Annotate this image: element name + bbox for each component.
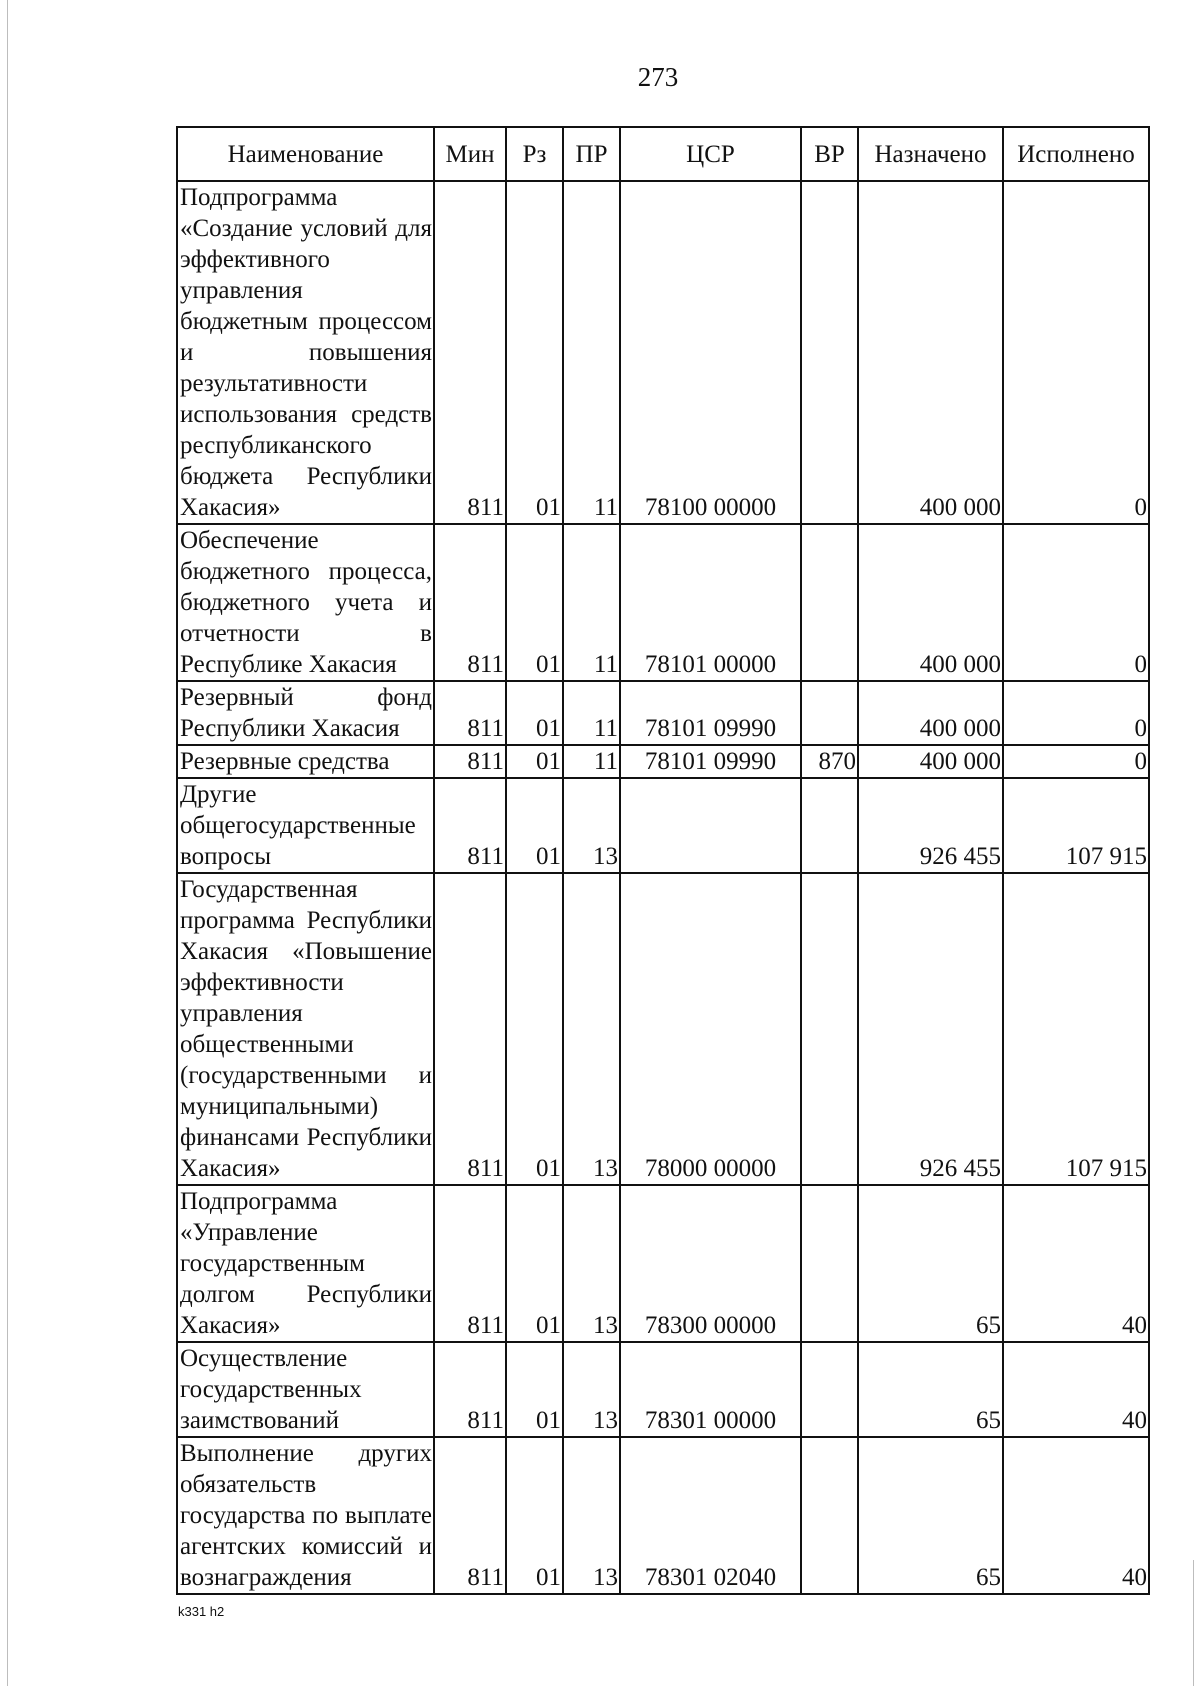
table-row (177, 778, 1149, 873)
cell-min: 811 (434, 778, 506, 873)
cell-name: Другие общегосударственные вопросы (177, 778, 434, 873)
cell-vr (801, 1342, 858, 1437)
cell-rz: 01 (506, 778, 563, 873)
cell-rz: 01 (506, 1437, 563, 1594)
cell-executed: 107 915 (1003, 778, 1149, 873)
cell-vr (801, 681, 858, 745)
cell-vr (801, 873, 858, 1185)
cell-rz: 01 (506, 524, 563, 681)
cell-pr: 11 (563, 181, 620, 524)
header-min: Мин (434, 127, 506, 181)
cell-csr: 78301 02040 (620, 1437, 801, 1594)
cell-rz: 01 (506, 1342, 563, 1437)
table-header-row (177, 127, 1149, 181)
cell-rz: 01 (506, 681, 563, 745)
cell-assigned: 65 (858, 1185, 1003, 1342)
cell-assigned: 65 (858, 1342, 1003, 1437)
header-pr: ПР (563, 127, 620, 181)
cell-csr: 78101 09990 (620, 681, 801, 745)
cell-vr (801, 778, 858, 873)
cell-rz: 01 (506, 745, 563, 778)
table-row (177, 1342, 1149, 1437)
cell-name: Подпрограмма «Управление государственным долгом Республики Хакасия» (177, 1185, 434, 1342)
cell-rz: 01 (506, 873, 563, 1185)
cell-min: 811 (434, 1185, 506, 1342)
cell-pr: 13 (563, 1185, 620, 1342)
cell-executed: 0 (1003, 745, 1149, 778)
cell-executed: 0 (1003, 524, 1149, 681)
header-csr: ЦСР (620, 127, 801, 181)
cell-assigned: 400 000 (858, 745, 1003, 778)
table-row (177, 524, 1149, 681)
cell-executed: 40 (1003, 1185, 1149, 1342)
cell-min: 811 (434, 681, 506, 745)
cell-csr: 78101 09990 (620, 745, 801, 778)
page-number: 273 (637, 62, 679, 92)
cell-pr: 13 (563, 1342, 620, 1437)
cell-min: 811 (434, 1342, 506, 1437)
cell-rz: 01 (506, 181, 563, 524)
cell-vr: 870 (801, 745, 858, 778)
cell-assigned: 400 000 (858, 524, 1003, 681)
table-row (177, 181, 1149, 524)
cell-executed: 40 (1003, 1437, 1149, 1594)
header-rz: Рз (506, 127, 563, 181)
cell-assigned: 400 000 (858, 181, 1003, 524)
cell-pr: 11 (563, 745, 620, 778)
cell-pr: 13 (563, 778, 620, 873)
right-scan-edge (1193, 1560, 1194, 1686)
cell-name: Выполнение других обязательств государства по выплате агентских комиссий и вознаграждения (177, 1437, 434, 1594)
cell-executed: 0 (1003, 681, 1149, 745)
cell-pr: 11 (563, 524, 620, 681)
cell-assigned: 926 455 (858, 873, 1003, 1185)
cell-name: Резервный фонд Республики Хакасия (177, 681, 434, 745)
cell-pr: 13 (563, 873, 620, 1185)
cell-csr: 78000 00000 (620, 873, 801, 1185)
header-executed: Исполнено (1003, 127, 1149, 181)
cell-assigned: 400 000 (858, 681, 1003, 745)
cell-assigned: 926 455 (858, 778, 1003, 873)
footer-code: k331 h2 (178, 1604, 225, 1619)
cell-min: 811 (434, 181, 506, 524)
cell-name: Обеспечение бюджетного процесса, бюджетного учета и отчетности в Республике Хакасия (177, 524, 434, 681)
cell-csr: 78301 00000 (620, 1342, 801, 1437)
cell-executed: 40 (1003, 1342, 1149, 1437)
cell-name: Резервные средства (177, 745, 434, 778)
cell-rz: 01 (506, 1185, 563, 1342)
cell-vr (801, 1437, 858, 1594)
left-scan-edge (7, 0, 8, 1686)
cell-pr: 13 (563, 1437, 620, 1594)
cell-csr: 78300 00000 (620, 1185, 801, 1342)
header-name: Наименование (177, 127, 434, 181)
table-row (177, 873, 1149, 1185)
cell-min: 811 (434, 745, 506, 778)
cell-csr: 78101 00000 (620, 524, 801, 681)
cell-csr (620, 778, 801, 873)
table-row (177, 1185, 1149, 1342)
cell-vr (801, 181, 858, 524)
cell-min: 811 (434, 1437, 506, 1594)
cell-min: 811 (434, 873, 506, 1185)
cell-name: Государственная программа Республики Хакасия «Повышение эффективности управления общественными (государственными и муниципальными) финансами Республики Хакасия» (177, 873, 434, 1185)
cell-name: Подпрограмма «Создание условий для эффективного управления бюджетным процессом и повышения результативности использования средств республиканского бюджета Республики Хакасия» (177, 181, 434, 524)
cell-vr (801, 524, 858, 681)
cell-assigned: 65 (858, 1437, 1003, 1594)
table-row (177, 745, 1149, 778)
header-assigned: Назначено (858, 127, 1003, 181)
cell-pr: 11 (563, 681, 620, 745)
table-row (177, 1437, 1149, 1594)
cell-min: 811 (434, 524, 506, 681)
cell-executed: 107 915 (1003, 873, 1149, 1185)
cell-name: Осуществление государственных заимствований (177, 1342, 434, 1437)
cell-csr: 78100 00000 (620, 181, 801, 524)
cell-executed: 0 (1003, 181, 1149, 524)
table-row (177, 681, 1149, 745)
budget-table (176, 126, 1150, 1595)
header-vr: ВР (801, 127, 858, 181)
cell-vr (801, 1185, 858, 1342)
